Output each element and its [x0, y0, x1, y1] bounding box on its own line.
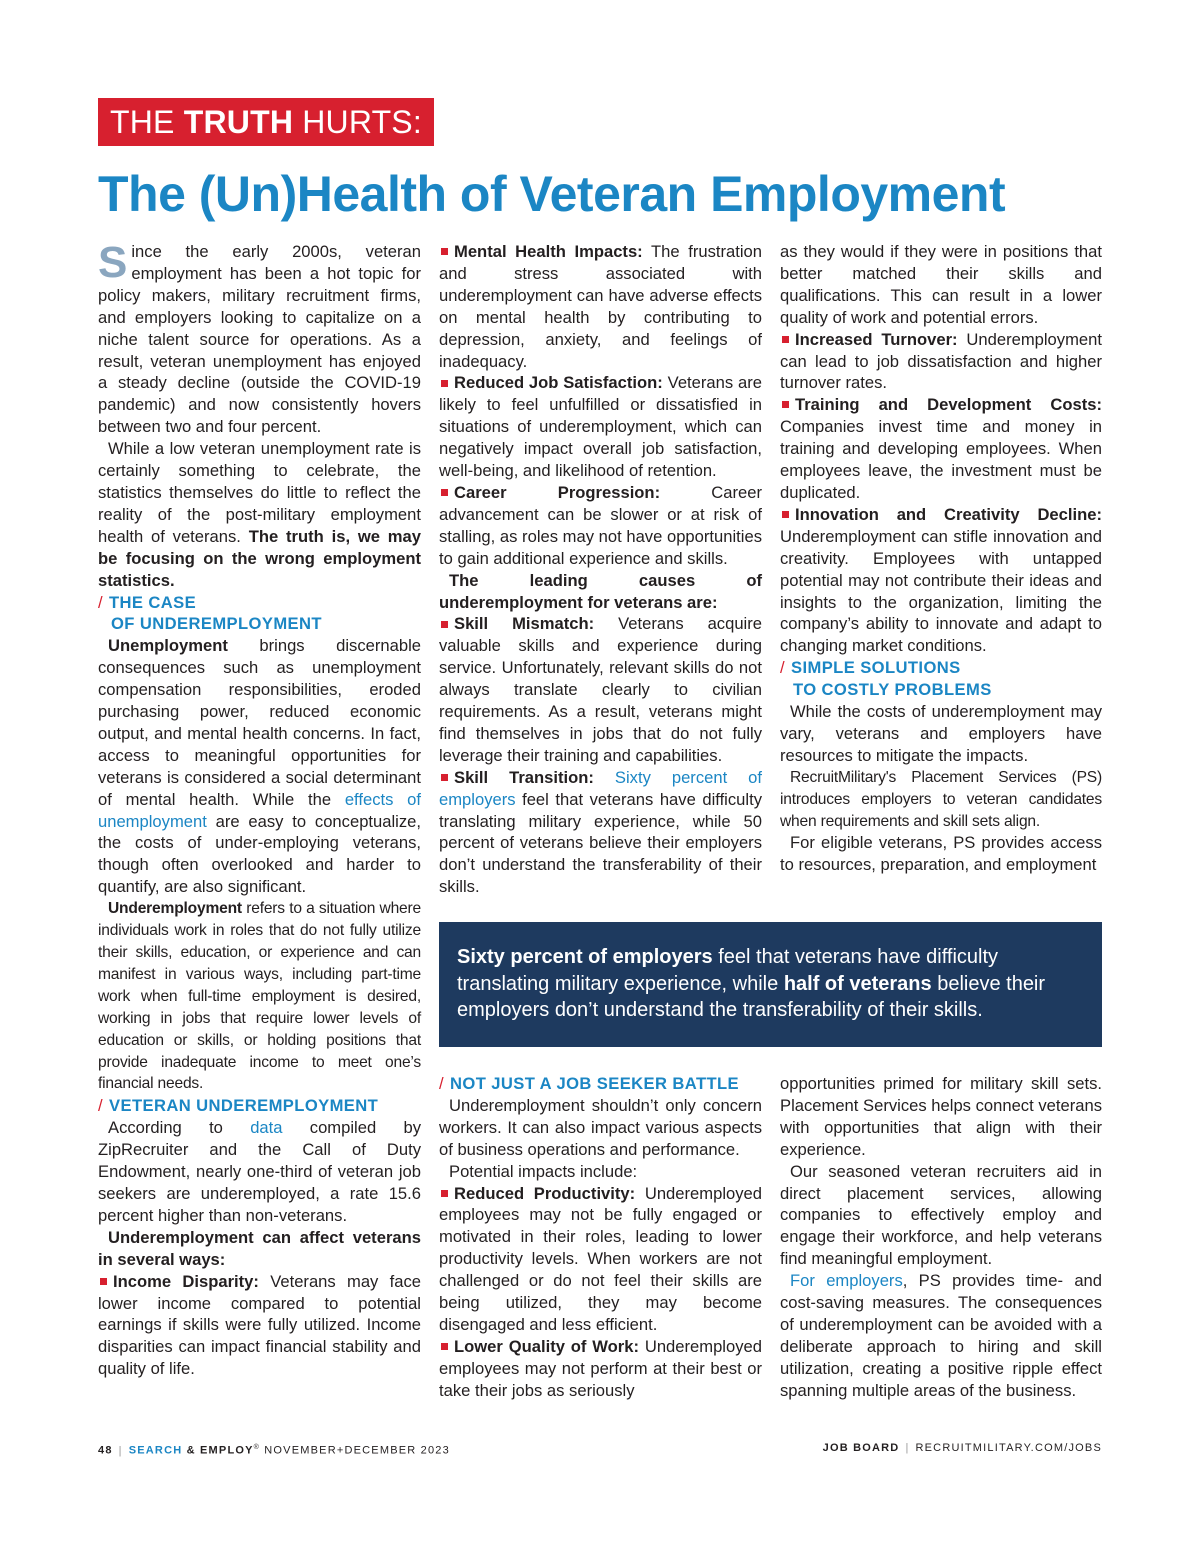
bullet-text: Veterans acquire valuable skills and experience during service. Unfortunately, relevant skills do not always translate clearly to civilian requirements. As a result, veterans might find themselves in jobs that do not fully leverage their training and capabilities. [439, 614, 762, 765]
bullet-title: Lower Quality of Work: [454, 1336, 639, 1356]
paragraph: as they would if they were in positions that better matched their skills and qualifications. This can result in a lower quality of work and potential errors. [780, 242, 1102, 327]
bullet-item [439, 482, 762, 570]
paragraph: While the costs of underemployment may vary, veterans and employers have resources to mitigate the impacts. [780, 702, 1102, 765]
intro-paragraph [98, 238, 421, 438]
bullet-text: The frustration and stress associated with underemployment can have adverse effects on mental health by contributing to depression, anxiety, and feelings of inadequacy. [439, 242, 762, 371]
paragraph [98, 1227, 421, 1271]
publication-name: SEARCH [128, 1444, 183, 1457]
column-2 [439, 241, 762, 898]
paragraph [98, 635, 421, 898]
kicker-banner [98, 98, 434, 146]
column-3-lower [780, 1073, 1102, 1402]
paragraph: opportunities primed for military skill sets. Placement Services helps connect veterans with opportunities that align with their experience. [780, 1074, 1102, 1159]
kicker-bold: TRUTH [183, 104, 294, 140]
bullet-text: Underemployment can lead to job dissatisfaction and higher turnover rates. [780, 329, 1102, 393]
heading-line: SIMPLE SOLUTIONS [791, 658, 961, 678]
page-number: 48 [98, 1444, 113, 1457]
bullet-item [439, 613, 762, 766]
paragraph-text: are easy to conceptualize, the costs of under-employing veterans, though often overlooked and harder to quantify, are also significant. [98, 811, 421, 897]
bullet-item [439, 1183, 762, 1336]
quote-text: believe their employers don’t understand the transferability of their skills. [457, 972, 1046, 1021]
column-3 [780, 241, 1102, 876]
emphasis-text: Underemployment can affect veterans in several ways: [98, 1227, 421, 1269]
pull-quote [439, 922, 1102, 1047]
emphasis-text: The truth is, we may be focusing on the wrong employment statistics. [98, 526, 421, 590]
bullet-title: Career Progression: [454, 482, 661, 502]
footer-url[interactable]: RECRUITMILITARY.COM/JOBS [915, 1442, 1102, 1454]
bullet-text: Companies invest time and money in training and developing employees. When employees leave, the investment must be duplicated. [780, 417, 1102, 502]
paragraph-text: , PS provides time- and cost-saving measures. The consequences of underemployment can be avoided with a deliberate approach to hiring and skill utilization, creating a positive ripple effect spanning multiple areas of the business. [780, 1271, 1103, 1400]
bullet-item [439, 241, 762, 372]
bullet-text: Underemployment can stifle innovation and creativity. Employees with untapped potential may not contribute their ideas and insights to the organization, limiting the company’s ability to innovate and adapt to changing market conditions. [780, 526, 1102, 656]
slash-mark: / [98, 592, 104, 612]
paragraph-text: While a low veteran unemployment rate is certainly something to celebrate, the statistics themselves do little to reflect the reality of the post-military employment health of veterans. [98, 439, 421, 546]
section-heading-battle [439, 1073, 762, 1095]
paragraph: Underemployment shouldn’t only concern workers. It can also impact various aspects of business operations and performance. [439, 1095, 762, 1159]
bullet-square-icon [441, 248, 448, 255]
effects-link[interactable]: effects of unemployment [98, 789, 422, 831]
term-text: Underemployment [108, 900, 242, 918]
term-text: Unemployment [108, 636, 228, 656]
bullet-title: Reduced Productivity: [454, 1183, 636, 1203]
paragraph [439, 570, 762, 614]
bullet-square-icon [441, 380, 448, 387]
data-link[interactable]: data [250, 1118, 283, 1138]
section-name: JOB BOARD [822, 1442, 900, 1454]
bullet-text: Underemployed employees may not perform at their best or take their jobs as seriously [439, 1336, 762, 1400]
paragraph [98, 898, 421, 1095]
bullet-square-icon [782, 511, 789, 518]
separator: | [905, 1442, 910, 1454]
heading-line: VETERAN UNDEREMPLOYMENT [109, 1096, 379, 1116]
bullet-text: Career advancement can be slower or at risk of stalling, as roles may not have opportunities to gain additional experience and skills. [439, 482, 762, 568]
for-employers-link[interactable]: For employers [790, 1271, 903, 1291]
bullet-square-icon [441, 489, 448, 496]
paragraph [98, 438, 421, 591]
bullet-title: Mental Health Impacts: [454, 242, 643, 261]
slash-mark: / [439, 1074, 445, 1093]
paragraph-text: compiled by ZipRecruiter and the Call of Duty Endowment, nearly one-third of veteran job seekers are underemployed, a rate 15.6 percent higher than non-veterans. [98, 1118, 421, 1225]
column-1 [98, 238, 422, 1380]
paragraph: Our seasoned veteran recruiters aid in direct placement services, allowing companies to effectively employ and engage their workforce, and help veterans find meaningful employment. [780, 1161, 1102, 1269]
bullet-square-icon [782, 401, 789, 408]
kicker-pre: THE [110, 104, 184, 140]
bullet-item [98, 1271, 421, 1381]
paragraph: Potential impacts include: [449, 1161, 638, 1181]
paragraph-text: According to [108, 1118, 251, 1138]
bullet-item [439, 1336, 762, 1402]
issue-date: NOVEMBER+DECEMBER 2023 [260, 1444, 450, 1457]
paragraph [98, 1117, 421, 1227]
paragraph-text: brings discernable consequences such as unemployment compensation responsibilities, eroded purchasing power, reduced economic output, and mental health concerns. In fact, access to meaningful opportunities for veterans is considered a social determinant of mental health. While the [98, 636, 421, 809]
paragraph: For eligible veterans, PS provides access to resources, preparation, and employment [780, 833, 1102, 875]
quote-bold: Sixty percent of employers [457, 946, 713, 968]
kicker-post: HURTS: [293, 104, 422, 140]
bullet-square-icon [441, 1343, 448, 1350]
bullet-text: Underemployed employees may not be fully engaged or motivated in their roles, leading to lower productivity levels. When workers are not challenged or do not feel their skills are being utilized, they may become disengaged and less efficient. [439, 1183, 762, 1334]
section-heading-solutions [780, 657, 1102, 701]
quote-bold: half of veterans [783, 972, 932, 995]
paragraph [780, 1270, 1102, 1401]
intro-text: ince the early 2000s, veteran employment has been a hot topic for policy makers, military recruitment firms, and employers looking to capitalize on a niche talent source for operations. As a result, veteran unemployment has enjoyed a steady decline (outside the COVID-19 pandemic) and now consistently hovers between two and four percent. [98, 242, 421, 437]
bullet-title: Skill Mismatch: [454, 614, 595, 634]
slash-mark: / [780, 658, 786, 678]
emphasis-text: The leading causes of underemployment for veterans are: [439, 570, 762, 612]
bullet-square-icon [441, 1190, 448, 1197]
bullet-item [780, 504, 1102, 657]
footer-publication [98, 1441, 450, 1458]
bullet-title: Skill Transition: [454, 767, 594, 787]
bullet-text: Veterans may face lower income compared to potential earnings if skills were fully utilized. Income disparities can impact financial stability and quality of life. [98, 1271, 421, 1379]
heading-line: OF UNDEREMPLOYMENT [111, 614, 322, 634]
bullet-title: Reduced Job Satisfaction: [454, 373, 663, 393]
publication-name-rest: & EMPLOY [182, 1444, 254, 1457]
bullet-square-icon [441, 774, 448, 781]
paragraph: RecruitMilitary's Placement Services (PS) introduces employers to veteran candidates when requirements and skill sets align. [780, 768, 1102, 830]
section-heading-veteran [98, 1095, 421, 1117]
bullet-item [780, 394, 1102, 504]
registered-mark: ® [253, 1444, 261, 1451]
bullet-square-icon [100, 1278, 107, 1285]
bullet-item [780, 329, 1102, 395]
bullet-square-icon [782, 336, 789, 343]
slash-mark: / [98, 1096, 104, 1116]
bullet-text: feel that veterans have difficulty translating military experience, while 50 percent of veterans believe their employers don’t understand the transferability of their skills. [439, 789, 762, 897]
bullet-title: Increased Turnover: [795, 329, 958, 349]
heading-line: THE CASE [109, 592, 197, 612]
footer-section [823, 1441, 1102, 1455]
column-2-lower [439, 1073, 762, 1402]
bullet-text: Veterans are likely to feel unfulfilled or dissatisfied in situations of underemployment, which can negatively impact overall job satisfaction, well-being, and likelihood of retention. [439, 373, 762, 481]
bullet-title: Innovation and Creativity Decline: [795, 504, 1102, 524]
bullet-item [439, 767, 762, 898]
heading-line: NOT JUST A JOB SEEKER BATTLE [450, 1074, 740, 1093]
bullet-title: Income Disparity: [113, 1271, 259, 1291]
bullet-item [439, 372, 762, 482]
paragraph-text: refers to a situation where individuals work in roles that do not fully utilize their skills, education, or experience and can manifest in various ways, including part-time work when full-time employment is desired, working in jobs that require lower levels of education or skills, or holding positions that provide inadequate income to meet one’s financial needs. [98, 900, 421, 1093]
employers-link[interactable]: Sixty percent of employers [439, 767, 762, 809]
separator: | [118, 1444, 123, 1457]
bullet-title: Training and Development Costs: [795, 395, 1102, 415]
article-headline: The (Un)Health of Veteran Employment [98, 166, 1006, 222]
heading-line: TO COSTLY PROBLEMS [793, 680, 992, 700]
section-heading-case [98, 592, 421, 636]
drop-cap: S [98, 238, 128, 287]
bullet-square-icon [441, 621, 448, 628]
quote-text: feel that veterans have difficulty translating military experience, while [457, 946, 999, 995]
